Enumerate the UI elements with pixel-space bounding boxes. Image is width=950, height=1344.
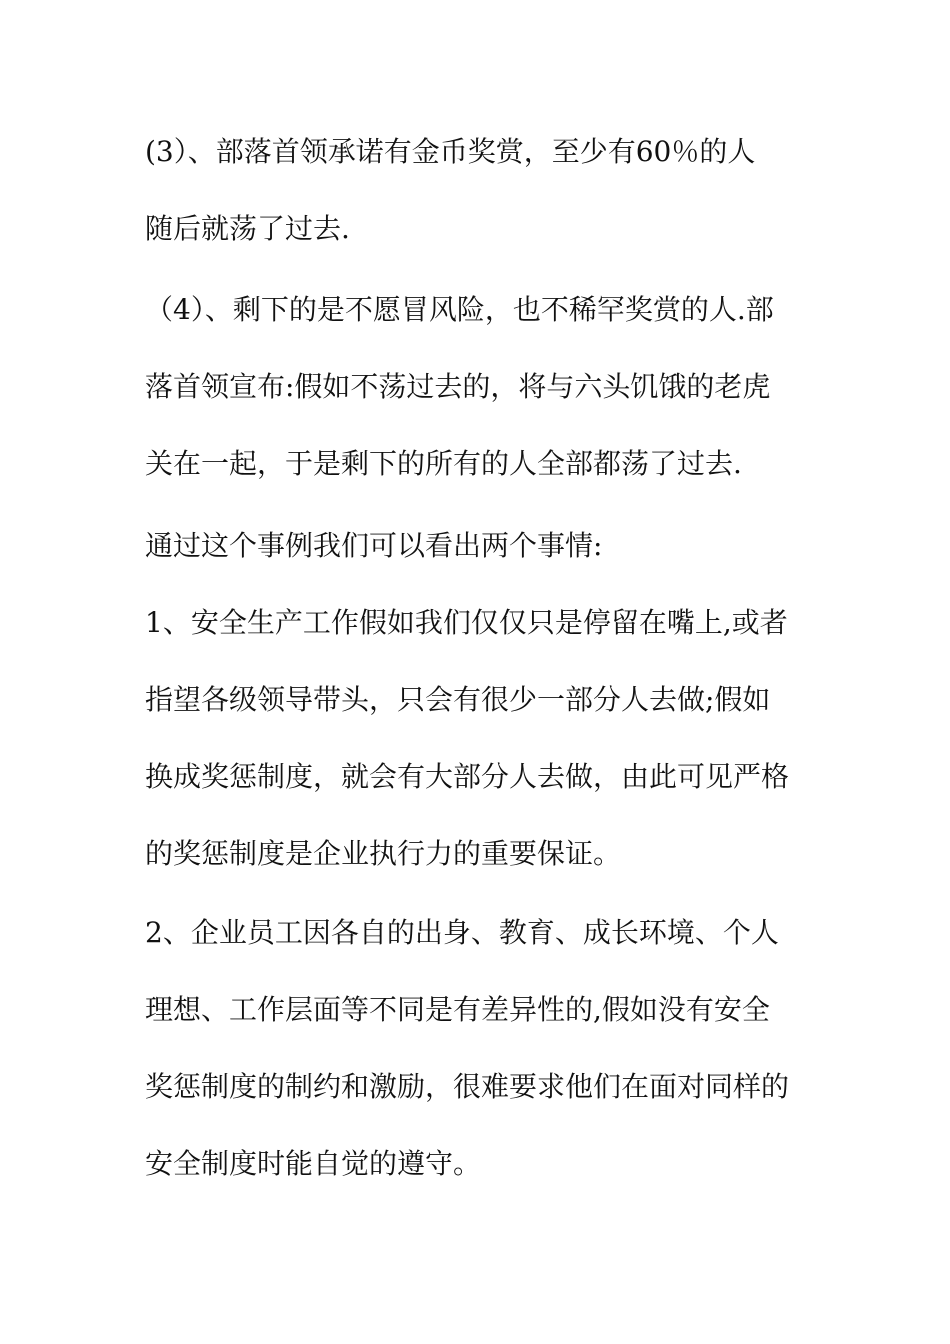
paragraph-point-2: 2、企业员工因各自的出身、教育、成长环境、个人 理想、工作层面等不同是有差异性的,假如没有安全 奖惩制度的制约和激励，很难要求他们在面对同样的 安全制度时能自觉的遵守。 bbox=[145, 916, 790, 1180]
paragraph-conclusion-intro: 通过这个事例我们可以看出两个事情: bbox=[145, 529, 603, 562]
paragraph-3-gold-reward: (3）、部落首领承诺有金币奖赏，至少有60％的人 随后就荡了过去. bbox=[145, 135, 756, 245]
paragraph-4-remaining-people: （4）、剩下的是不愿冒风险，也不稀罕奖赏的人.部 落首领宣布:假如不荡过去的，将与六头饥饿的老虎 关在一起，于是剩下的所有的人全部都荡了过去. bbox=[145, 293, 774, 480]
paragraph-point-1: 1、安全生产工作假如我们仅仅只是停留在嘴上,或者 指望各级领导带头，只会有很少一部分人去做;假如 换成奖惩制度，就会有大部分人去做，由此可见严格 的奖惩制度是企业执行力的重要保证。 bbox=[145, 606, 790, 870]
